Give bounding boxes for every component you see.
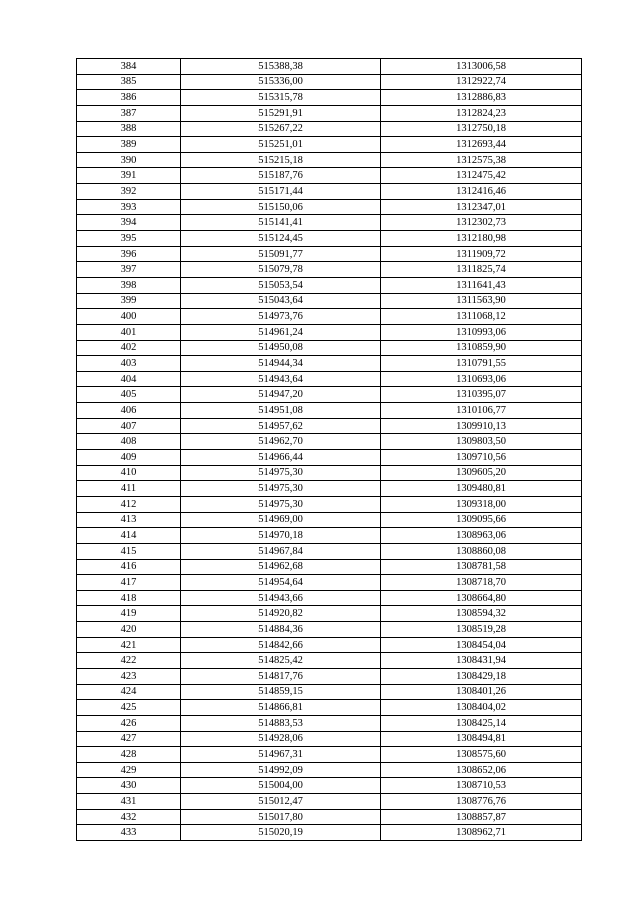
point-number-cell: 409 bbox=[77, 450, 181, 466]
table-row bbox=[77, 778, 582, 794]
point-number-cell: 410 bbox=[77, 465, 181, 481]
point-number-cell: 396 bbox=[77, 246, 181, 262]
point-number-cell: 392 bbox=[77, 184, 181, 200]
table-row bbox=[77, 152, 582, 168]
table-row bbox=[77, 747, 582, 763]
y-coordinate-cell: 1308594,32 bbox=[381, 606, 582, 622]
y-coordinate-cell: 1309480,81 bbox=[381, 481, 582, 497]
y-coordinate-cell: 1310395,07 bbox=[381, 387, 582, 403]
table-row bbox=[77, 356, 582, 372]
x-coordinate-cell: 515091,77 bbox=[181, 246, 381, 262]
y-coordinate-cell: 1308429,18 bbox=[381, 668, 582, 684]
y-coordinate-cell: 1313006,58 bbox=[381, 59, 582, 75]
table-row bbox=[77, 309, 582, 325]
y-coordinate-cell: 1312824,23 bbox=[381, 105, 582, 121]
coordinates-table bbox=[76, 58, 582, 841]
y-coordinate-cell: 1311825,74 bbox=[381, 262, 582, 278]
point-number-cell: 388 bbox=[77, 121, 181, 137]
point-number-cell: 418 bbox=[77, 590, 181, 606]
point-number-cell: 390 bbox=[77, 152, 181, 168]
point-number-cell: 413 bbox=[77, 512, 181, 528]
coordinates-table-body bbox=[77, 59, 582, 841]
table-row bbox=[77, 700, 582, 716]
table-row bbox=[77, 575, 582, 591]
x-coordinate-cell: 514992,09 bbox=[181, 762, 381, 778]
table-row bbox=[77, 74, 582, 90]
x-coordinate-cell: 514966,44 bbox=[181, 450, 381, 466]
table-row bbox=[77, 496, 582, 512]
point-number-cell: 386 bbox=[77, 90, 181, 106]
y-coordinate-cell: 1310693,06 bbox=[381, 371, 582, 387]
x-coordinate-cell: 515012,47 bbox=[181, 794, 381, 810]
point-number-cell: 423 bbox=[77, 668, 181, 684]
y-coordinate-cell: 1312475,42 bbox=[381, 168, 582, 184]
y-coordinate-cell: 1309318,00 bbox=[381, 496, 582, 512]
point-number-cell: 387 bbox=[77, 105, 181, 121]
table-row bbox=[77, 324, 582, 340]
y-coordinate-cell: 1308494,81 bbox=[381, 731, 582, 747]
table-row bbox=[77, 731, 582, 747]
y-coordinate-cell: 1309910,13 bbox=[381, 418, 582, 434]
y-coordinate-cell: 1308652,06 bbox=[381, 762, 582, 778]
y-coordinate-cell: 1308425,14 bbox=[381, 715, 582, 731]
y-coordinate-cell: 1312750,18 bbox=[381, 121, 582, 137]
table-row bbox=[77, 340, 582, 356]
x-coordinate-cell: 514961,24 bbox=[181, 324, 381, 340]
x-coordinate-cell: 515215,18 bbox=[181, 152, 381, 168]
y-coordinate-cell: 1309605,20 bbox=[381, 465, 582, 481]
point-number-cell: 400 bbox=[77, 309, 181, 325]
point-number-cell: 420 bbox=[77, 622, 181, 638]
y-coordinate-cell: 1308860,08 bbox=[381, 543, 582, 559]
point-number-cell: 384 bbox=[77, 59, 181, 75]
x-coordinate-cell: 515141,41 bbox=[181, 215, 381, 231]
table-row bbox=[77, 418, 582, 434]
point-number-cell: 405 bbox=[77, 387, 181, 403]
x-coordinate-cell: 514943,64 bbox=[181, 371, 381, 387]
y-coordinate-cell: 1308963,06 bbox=[381, 528, 582, 544]
point-number-cell: 424 bbox=[77, 684, 181, 700]
point-number-cell: 431 bbox=[77, 794, 181, 810]
table-row bbox=[77, 465, 582, 481]
x-coordinate-cell: 514970,18 bbox=[181, 528, 381, 544]
y-coordinate-cell: 1308664,80 bbox=[381, 590, 582, 606]
table-row bbox=[77, 543, 582, 559]
point-number-cell: 408 bbox=[77, 434, 181, 450]
point-number-cell: 395 bbox=[77, 231, 181, 247]
y-coordinate-cell: 1311641,43 bbox=[381, 277, 582, 293]
x-coordinate-cell: 514884,36 bbox=[181, 622, 381, 638]
x-coordinate-cell: 514944,34 bbox=[181, 356, 381, 372]
point-number-cell: 428 bbox=[77, 747, 181, 763]
x-coordinate-cell: 514967,84 bbox=[181, 543, 381, 559]
table-row bbox=[77, 653, 582, 669]
y-coordinate-cell: 1312922,74 bbox=[381, 74, 582, 90]
table-row bbox=[77, 684, 582, 700]
x-coordinate-cell: 514825,42 bbox=[181, 653, 381, 669]
y-coordinate-cell: 1309710,56 bbox=[381, 450, 582, 466]
table-row bbox=[77, 528, 582, 544]
table-row bbox=[77, 105, 582, 121]
point-number-cell: 429 bbox=[77, 762, 181, 778]
y-coordinate-cell: 1308781,58 bbox=[381, 559, 582, 575]
y-coordinate-cell: 1308857,87 bbox=[381, 809, 582, 825]
table-row bbox=[77, 622, 582, 638]
x-coordinate-cell: 515336,00 bbox=[181, 74, 381, 90]
point-number-cell: 417 bbox=[77, 575, 181, 591]
point-number-cell: 412 bbox=[77, 496, 181, 512]
x-coordinate-cell: 514951,08 bbox=[181, 403, 381, 419]
table-row bbox=[77, 293, 582, 309]
y-coordinate-cell: 1308519,28 bbox=[381, 622, 582, 638]
point-number-cell: 393 bbox=[77, 199, 181, 215]
table-row bbox=[77, 215, 582, 231]
point-number-cell: 427 bbox=[77, 731, 181, 747]
x-coordinate-cell: 515020,19 bbox=[181, 825, 381, 841]
table-row bbox=[77, 590, 582, 606]
table-row bbox=[77, 559, 582, 575]
y-coordinate-cell: 1312575,38 bbox=[381, 152, 582, 168]
x-coordinate-cell: 514950,08 bbox=[181, 340, 381, 356]
table-row bbox=[77, 512, 582, 528]
x-coordinate-cell: 515267,22 bbox=[181, 121, 381, 137]
y-coordinate-cell: 1311909,72 bbox=[381, 246, 582, 262]
point-number-cell: 432 bbox=[77, 809, 181, 825]
table-row bbox=[77, 121, 582, 137]
point-number-cell: 399 bbox=[77, 293, 181, 309]
x-coordinate-cell: 515251,01 bbox=[181, 137, 381, 153]
y-coordinate-cell: 1312180,98 bbox=[381, 231, 582, 247]
point-number-cell: 425 bbox=[77, 700, 181, 716]
x-coordinate-cell: 515079,78 bbox=[181, 262, 381, 278]
x-coordinate-cell: 514975,30 bbox=[181, 496, 381, 512]
point-number-cell: 422 bbox=[77, 653, 181, 669]
table-row bbox=[77, 387, 582, 403]
x-coordinate-cell: 514817,76 bbox=[181, 668, 381, 684]
x-coordinate-cell: 515171,44 bbox=[181, 184, 381, 200]
point-number-cell: 394 bbox=[77, 215, 181, 231]
point-number-cell: 416 bbox=[77, 559, 181, 575]
x-coordinate-cell: 515291,91 bbox=[181, 105, 381, 121]
point-number-cell: 414 bbox=[77, 528, 181, 544]
table-row bbox=[77, 137, 582, 153]
x-coordinate-cell: 514957,62 bbox=[181, 418, 381, 434]
y-coordinate-cell: 1308962,71 bbox=[381, 825, 582, 841]
x-coordinate-cell: 514969,00 bbox=[181, 512, 381, 528]
point-number-cell: 407 bbox=[77, 418, 181, 434]
x-coordinate-cell: 514962,70 bbox=[181, 434, 381, 450]
table-row bbox=[77, 762, 582, 778]
x-coordinate-cell: 514883,53 bbox=[181, 715, 381, 731]
y-coordinate-cell: 1309803,50 bbox=[381, 434, 582, 450]
table-row bbox=[77, 434, 582, 450]
table-row bbox=[77, 168, 582, 184]
point-number-cell: 391 bbox=[77, 168, 181, 184]
y-coordinate-cell: 1312693,44 bbox=[381, 137, 582, 153]
x-coordinate-cell: 514920,82 bbox=[181, 606, 381, 622]
x-coordinate-cell: 515017,80 bbox=[181, 809, 381, 825]
point-number-cell: 403 bbox=[77, 356, 181, 372]
table-row bbox=[77, 825, 582, 841]
y-coordinate-cell: 1310993,06 bbox=[381, 324, 582, 340]
table-row bbox=[77, 246, 582, 262]
x-coordinate-cell: 514954,64 bbox=[181, 575, 381, 591]
table-row bbox=[77, 809, 582, 825]
y-coordinate-cell: 1308431,94 bbox=[381, 653, 582, 669]
table-row bbox=[77, 371, 582, 387]
table-row bbox=[77, 481, 582, 497]
table-row bbox=[77, 668, 582, 684]
y-coordinate-cell: 1311068,12 bbox=[381, 309, 582, 325]
table-row bbox=[77, 403, 582, 419]
x-coordinate-cell: 514975,30 bbox=[181, 465, 381, 481]
x-coordinate-cell: 514943,66 bbox=[181, 590, 381, 606]
x-coordinate-cell: 514975,30 bbox=[181, 481, 381, 497]
point-number-cell: 406 bbox=[77, 403, 181, 419]
y-coordinate-cell: 1311563,90 bbox=[381, 293, 582, 309]
x-coordinate-cell: 515053,54 bbox=[181, 277, 381, 293]
point-number-cell: 430 bbox=[77, 778, 181, 794]
x-coordinate-cell: 514859,15 bbox=[181, 684, 381, 700]
x-coordinate-cell: 515187,76 bbox=[181, 168, 381, 184]
x-coordinate-cell: 515043,64 bbox=[181, 293, 381, 309]
y-coordinate-cell: 1312302,73 bbox=[381, 215, 582, 231]
y-coordinate-cell: 1312347,01 bbox=[381, 199, 582, 215]
y-coordinate-cell: 1308401,26 bbox=[381, 684, 582, 700]
y-coordinate-cell: 1312886,83 bbox=[381, 90, 582, 106]
table-row bbox=[77, 606, 582, 622]
point-number-cell: 426 bbox=[77, 715, 181, 731]
y-coordinate-cell: 1310791,55 bbox=[381, 356, 582, 372]
table-row bbox=[77, 637, 582, 653]
point-number-cell: 433 bbox=[77, 825, 181, 841]
x-coordinate-cell: 514866,81 bbox=[181, 700, 381, 716]
y-coordinate-cell: 1308718,70 bbox=[381, 575, 582, 591]
y-coordinate-cell: 1308776,76 bbox=[381, 794, 582, 810]
table-row bbox=[77, 794, 582, 810]
point-number-cell: 421 bbox=[77, 637, 181, 653]
y-coordinate-cell: 1310106,77 bbox=[381, 403, 582, 419]
table-row bbox=[77, 199, 582, 215]
x-coordinate-cell: 514962,68 bbox=[181, 559, 381, 575]
table-row bbox=[77, 231, 582, 247]
point-number-cell: 402 bbox=[77, 340, 181, 356]
point-number-cell: 397 bbox=[77, 262, 181, 278]
y-coordinate-cell: 1312416,46 bbox=[381, 184, 582, 200]
x-coordinate-cell: 514973,76 bbox=[181, 309, 381, 325]
table-row bbox=[77, 277, 582, 293]
point-number-cell: 415 bbox=[77, 543, 181, 559]
point-number-cell: 419 bbox=[77, 606, 181, 622]
y-coordinate-cell: 1308404,02 bbox=[381, 700, 582, 716]
x-coordinate-cell: 515388,38 bbox=[181, 59, 381, 75]
table-row bbox=[77, 715, 582, 731]
point-number-cell: 401 bbox=[77, 324, 181, 340]
y-coordinate-cell: 1308710,53 bbox=[381, 778, 582, 794]
x-coordinate-cell: 515150,06 bbox=[181, 199, 381, 215]
y-coordinate-cell: 1308454,04 bbox=[381, 637, 582, 653]
y-coordinate-cell: 1310859,90 bbox=[381, 340, 582, 356]
point-number-cell: 411 bbox=[77, 481, 181, 497]
y-coordinate-cell: 1308575,60 bbox=[381, 747, 582, 763]
x-coordinate-cell: 514967,31 bbox=[181, 747, 381, 763]
x-coordinate-cell: 514842,66 bbox=[181, 637, 381, 653]
x-coordinate-cell: 515315,78 bbox=[181, 90, 381, 106]
point-number-cell: 404 bbox=[77, 371, 181, 387]
x-coordinate-cell: 514928,06 bbox=[181, 731, 381, 747]
x-coordinate-cell: 514947,20 bbox=[181, 387, 381, 403]
x-coordinate-cell: 515004,00 bbox=[181, 778, 381, 794]
table-row bbox=[77, 262, 582, 278]
table-row bbox=[77, 184, 582, 200]
point-number-cell: 398 bbox=[77, 277, 181, 293]
table-row bbox=[77, 59, 582, 75]
table-row bbox=[77, 90, 582, 106]
table-row bbox=[77, 450, 582, 466]
y-coordinate-cell: 1309095,66 bbox=[381, 512, 582, 528]
point-number-cell: 385 bbox=[77, 74, 181, 90]
point-number-cell: 389 bbox=[77, 137, 181, 153]
x-coordinate-cell: 515124,45 bbox=[181, 231, 381, 247]
